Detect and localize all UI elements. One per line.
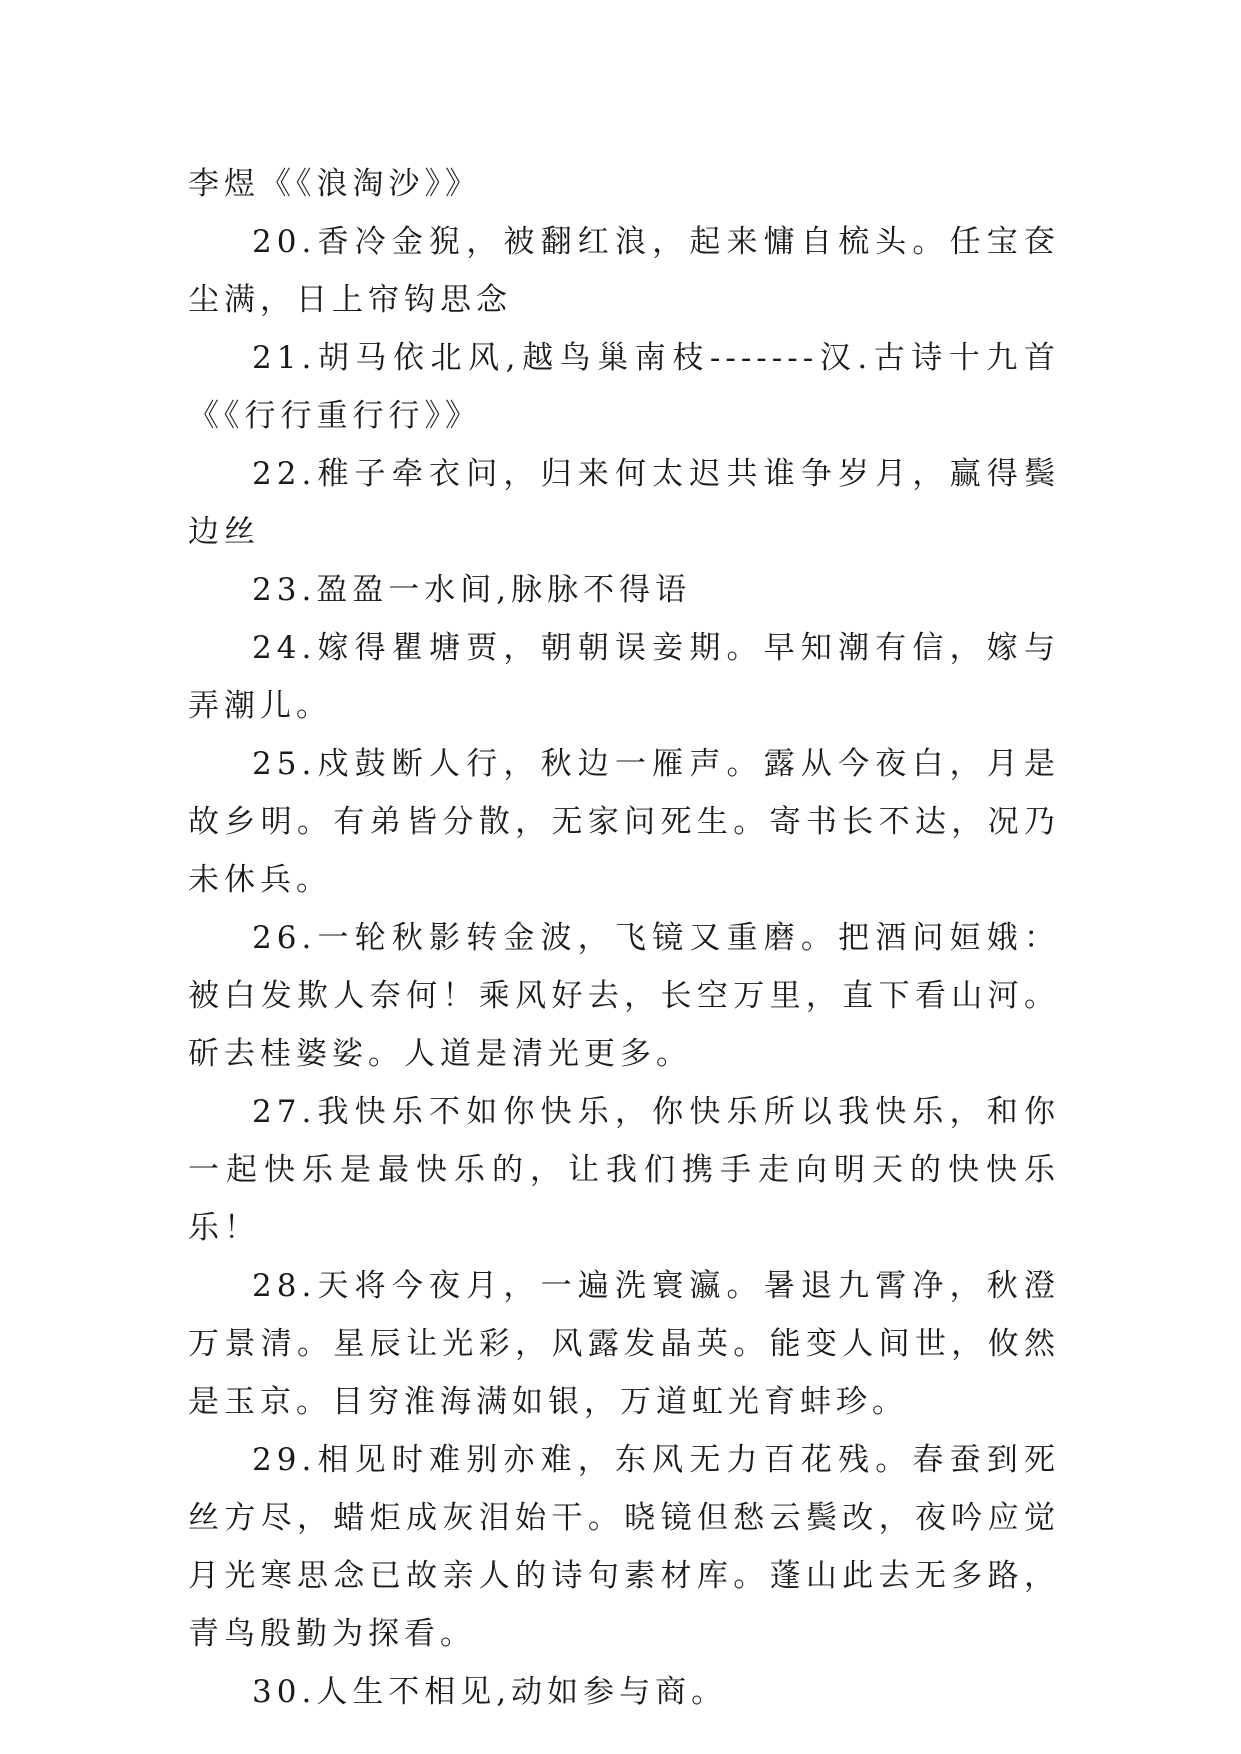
poem-line-22: 22.稚子牵衣问，归来何太迟共谁争岁月，赢得鬓边丝 <box>188 456 1060 550</box>
poem-line-23: 23.盈盈一水间,脉脉不得语 <box>252 572 692 608</box>
poem-line-28: 28.天将今夜月，一遍洗寰瀛。暑退九霄净，秋澄万景清。星辰让光彩，风露发晶英。能变人间世，攸然是玉京。目穷淮海满如银，万道虹光育蚌珍。 <box>188 1268 1060 1420</box>
source-attribution: 李煜《《浪淘沙》》 <box>188 166 481 202</box>
poem-line-26: 26.一轮秋影转金波，飞镜又重磨。把酒问姮娥：被白发欺人奈何！乘风好去，长空万里，直下看山河。斫去桂婆娑。人道是清光更多。 <box>188 920 1060 1072</box>
poem-line-25: 25.戍鼓断人行，秋边一雁声。露从今夜白，月是故乡明。有弟皆分散，无家问死生。寄书长不达，况乃未休兵。 <box>188 746 1060 898</box>
poem-line-27: 27.我快乐不如你快乐，你快乐所以我快乐，和你一起快乐是最快乐的，让我们携手走向明天的快快乐乐！ <box>188 1094 1060 1246</box>
poem-line-20: 20.香冷金猊，被翻红浪，起来慵自梳头。任宝奁尘满，日上帘钩思念 <box>188 224 1060 318</box>
poem-line-24: 24.嫁得瞿塘贾，朝朝误妾期。早知潮有信，嫁与弄潮儿。 <box>188 630 1060 724</box>
document-body <box>188 155 1060 1721</box>
poem-line-30: 30.人生不相见,动如参与商。 <box>252 1674 728 1710</box>
poem-line-29: 29.相见时难别亦难，东风无力百花残。春蚕到死丝方尽，蜡炬成灰泪始干。晓镜但愁云鬓改，夜吟应觉月光寒思念已故亲人的诗句素材库。蓬山此去无多路，青鸟殷勤为探看。 <box>188 1442 1060 1652</box>
poem-line-21: 21.胡马依北风,越鸟巢南枝-------汉.古诗十九首《《行行重行行》》 <box>188 340 1060 434</box>
